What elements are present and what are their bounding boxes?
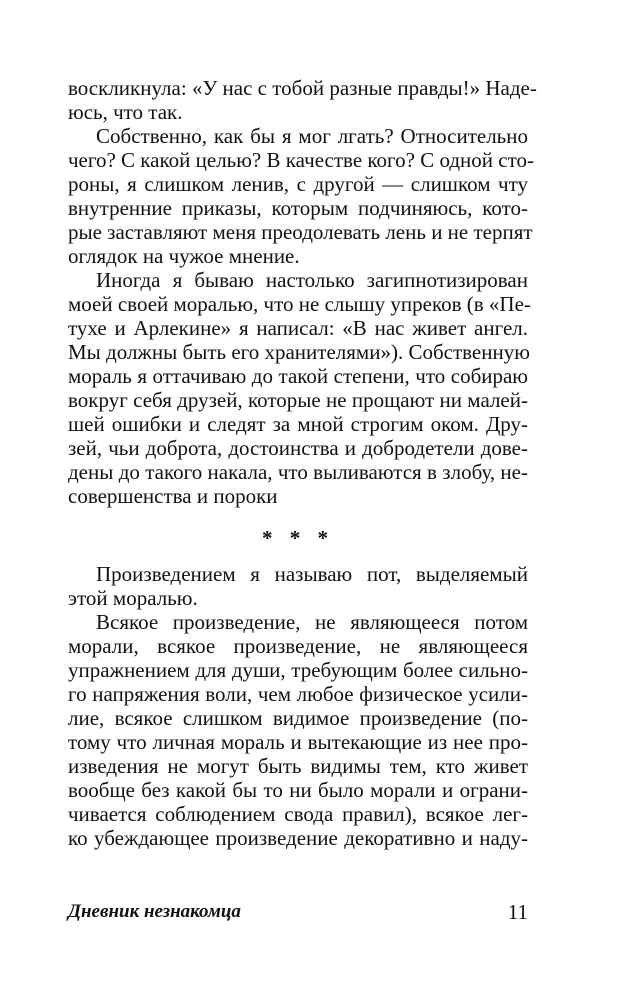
text-line: вообще без какой бы то ни было морали и ограни- — [68, 778, 528, 802]
text-line: чивается соблюдением свода правил), всякое лег- — [68, 802, 528, 826]
text-line: роны, я слишком ленив, с другой — слишком чту — [68, 172, 528, 196]
paragraph-5 — [68, 610, 528, 850]
text-line: оглядок на чужое мнение. — [68, 244, 300, 268]
paragraph-2 — [68, 124, 534, 268]
text-line: вокруг себя друзей, которые не прощают ни малей- — [68, 388, 528, 412]
text-line: чего? С какой целью? В качестве кого? С одной сто- — [68, 148, 534, 172]
page-footer — [68, 900, 528, 928]
text-line: шей ошибки и следят за мной строгим оком. Дру- — [68, 412, 528, 436]
text-line: внутренние приказы, которым подчиняюсь, кото- — [68, 196, 528, 220]
text-line: рые заставляют меня преодолевать лень и не терпят — [68, 220, 533, 244]
text-line: тому что личная мораль и вытекающие из нее про- — [68, 730, 528, 754]
text-line: лие, всякое слишком видимое произведение (по- — [68, 706, 528, 730]
text-line: Иногда я бываю настолько загипнотизирован — [96, 268, 528, 292]
text-line: воскликнула: «У нас с тобой разные правды!» Наде- — [68, 76, 537, 100]
text-line: мораль я оттачиваю до такой степени, что собираю — [68, 364, 528, 388]
text-line: Собственно, как бы я мог лгать? Относительно — [96, 124, 528, 148]
text-line: го напряжения воли, чем любое физическое усили- — [68, 682, 528, 706]
text-line: Мы должны быть его хранителями»). Собственную — [68, 340, 530, 364]
running-title: Дневник незнакомца — [68, 901, 241, 922]
text-line: изведения не могут быть видимы тем, кто живет — [68, 754, 528, 778]
paragraph-1 — [68, 76, 537, 124]
text-line: упражнением для души, требующим более сильно- — [68, 658, 528, 682]
text-line: совершенства и пороки — [68, 484, 278, 508]
paragraph-3 — [68, 268, 531, 508]
page-body — [68, 76, 537, 850]
text-line: Произведением я называю пот, выделяемый — [96, 562, 528, 586]
text-line: зей, чьи доброта, достоинства и добродетели дове- — [68, 436, 528, 460]
text-line: тухе и Арлекине» я написал: «В нас живет ангел. — [68, 316, 528, 340]
text-line: юсь, что так. — [68, 100, 183, 124]
page-number: 11 — [507, 900, 528, 924]
text-line: моей своей моралью, что не слышу упреков (в «Пе- — [68, 292, 531, 316]
text-line: Всякое произведение, не являющееся потом — [96, 610, 528, 634]
text-line: ко убеждающее произведение декоративно и наду- — [68, 826, 528, 850]
text-line: этой моралью. — [68, 586, 198, 610]
text-line: дены до такого накала, что выливаются в злобу, не- — [68, 460, 528, 484]
section-separator: * * * — [262, 526, 334, 550]
text-line: морали, всякое произведение, не являющееся — [68, 634, 528, 658]
paragraph-4 — [68, 562, 528, 610]
